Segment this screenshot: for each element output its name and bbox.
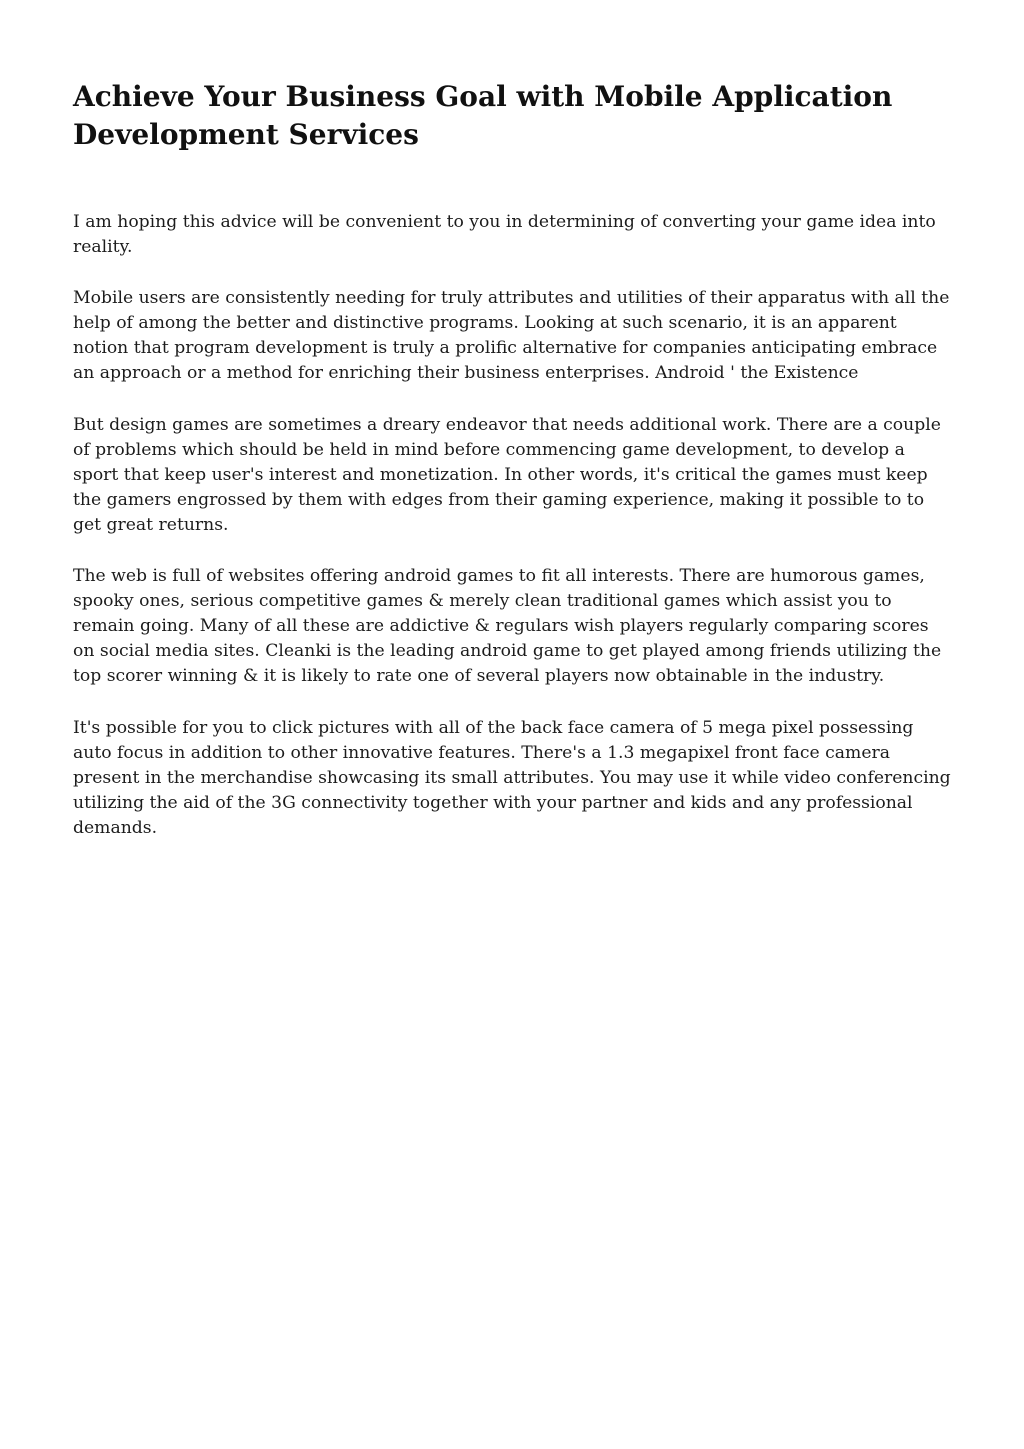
document-page — [73, 78, 953, 867]
paragraph-3: But design games are sometimes a dreary endeavor that needs additional work. There are a couple of problems which should be held in mind before commencing game development, to develop a sport that keep user's interest and monetization. In other words, it's critical the games must keep the gamers engrossed by them with edges from their gaming experience, making it possible to to get great returns. — [73, 414, 941, 535]
page-title: Achieve Your Business Goal with Mobile Application Development Services — [73, 80, 893, 151]
paragraph-1: I am hoping this advice will be convenient to you in determining of converting your game idea into reality. — [73, 212, 936, 258]
paragraph-2: Mobile users are consistently needing for truly attributes and utilities of their apparatus with all the help of among the better and distinctive programs. Looking at such scenario, it is an apparent notion that program development is truly a prolific alternative for companies anticipating embrace an approach or a method for enriching their business enterprises. Android ' the Existence — [73, 288, 950, 384]
paragraph-4: The web is full of websites offering android games to fit all interests. There are humorous games, spooky ones, serious competitive games & merely clean traditional games which assist you to remain going. Many of all these are addictive & regulars wish players regularly comparing scores on social media sites. Cleanki is the leading android game to get played among friends utilizing the top scorer winning & it is likely to rate one of several players now obtainable in the industry. — [73, 566, 942, 687]
paragraph-5: It's possible for you to click pictures with all of the back face camera of 5 mega pixel possessing auto focus in addition to other innovative features. There's a 1.3 megapixel front face camera present in the merchandise showcasing its small attributes. You may use it while video conferencing utilizing the aid of the 3G connectivity together with your partner and kids and any professional demands. — [73, 717, 951, 838]
